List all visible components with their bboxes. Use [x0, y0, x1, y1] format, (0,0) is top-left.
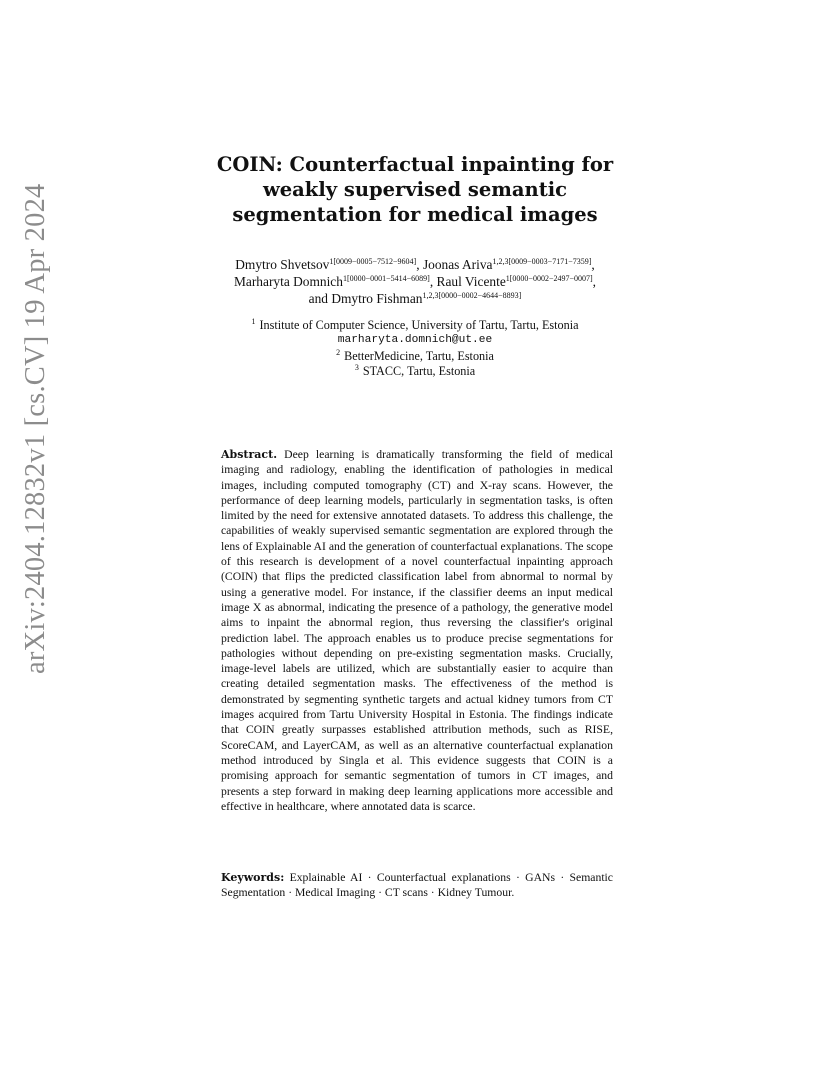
abstract-label: Abstract.	[221, 448, 278, 461]
author-orcid: 1[0009−0005−7512−9604]	[329, 257, 417, 266]
keywords-label: Keywords:	[221, 871, 285, 884]
keywords	[221, 870, 613, 901]
abstract-text: Deep learning is dramatically transforming the field of medical imaging and radiology, enabling the identification of pathologies in medical images, including computed tomography (CT) and X-ray scans. However, the performance of deep learning models, particularly in segmentation tasks, is often limited by the need for extensive annotated datasets. To address this challenge, the capabilities of weakly supervised semantic segmentation are explored through the lens of Explainable AI and the generation of counterfactual explanations. The scope of this research is development of a novel counterfactual inpainting approach (COIN) that flips the predicted classification label from abnormal to normal by using a generative model. For instance, if the classifier deems an input medical image X as abnormal, indicating the presence of a pathology, the generative model aims to inpaint the abnormal region, thus reversing the classifier's original prediction label. The approach enables us to produce precise segmentations for pathologies without depending on pre-existing segmentation masks. Crucially, image-level labels are utilized, which are substantially easier to acquire than creating detailed segmentation masks. The effectiveness of the method is demonstrated by segmenting synthetic targets and actual kidney tumors from CT images acquired from Tartu University Hospital in Estonia. The findings indicate that COIN greatly surpasses established attribution methods, such as RISE, ScoreCAM, and LayerCAM, as well as an alternative counterfactual explanation method introduced by Singla et al. This evidence suggests that COIN is a promising approach for semantic segmentation of tumors in CT images, and presents a step forward in making deep learning applications more accessible and effective in healthcare, where annotated data is scarce.	[221, 448, 614, 813]
arxiv-identifier: arXiv:2404.12832v1 [cs.CV] 19 Apr 2024	[20, 183, 51, 674]
keywords-text: Explainable AI · Counterfactual explanations · GANs · Semantic Segmentation · Medical Imaging · CT scans · Kidney Tumour.	[221, 871, 613, 900]
author-list: Dmytro Shvetsov$^{1[0009-0005-7512-9604]}$, Joonas Ariva$^{1,2,3[0009-0003-7171-7359]}$, Marharyta Domnich$^{1[0000-0001-5414-6089]}$, Raul Vicente$^{1[0000-0002-2497-0007]}$, and Dmytro Fishman$^{1,2,3[0000-0002-4644-8893]}$	[234, 257, 596, 306]
abstract	[221, 447, 613, 814]
author-name: and Dmytro Fishman	[308, 291, 423, 306]
author-orcid: 1,2,3[0009−0003−7171−7359]	[492, 257, 592, 266]
author-name: Marharyta Domnich	[234, 274, 343, 289]
affiliation: $^3$ STACC, Tartu, Estonia	[354, 362, 476, 378]
author-name: Raul Vicente	[436, 274, 506, 289]
contact-email: marharyta.domnich@ut.ee	[337, 334, 493, 347]
affiliation-list	[170, 318, 660, 379]
author-orcid: 1[0000−0001−5414−6089]	[342, 274, 430, 283]
author-name: Joonas Ariva	[422, 257, 493, 272]
paper-title: COIN: Counterfactual inpainting for weakly supervised semantic segmentation for medical images	[216, 153, 614, 226]
affiliation: $^1$ Institute of Computer Science, University of Tartu, Tartu, Estonia	[251, 317, 579, 332]
author-orcid: 1[0000−0002−2497−0007]	[505, 274, 593, 283]
affiliation: $^2$ BetterMedicine, Tartu, Estonia	[336, 347, 494, 363]
author-orcid: 1,2,3[0000−0002−4644−8893]	[422, 291, 522, 300]
author-name: Dmytro Shvetsov	[235, 257, 330, 272]
